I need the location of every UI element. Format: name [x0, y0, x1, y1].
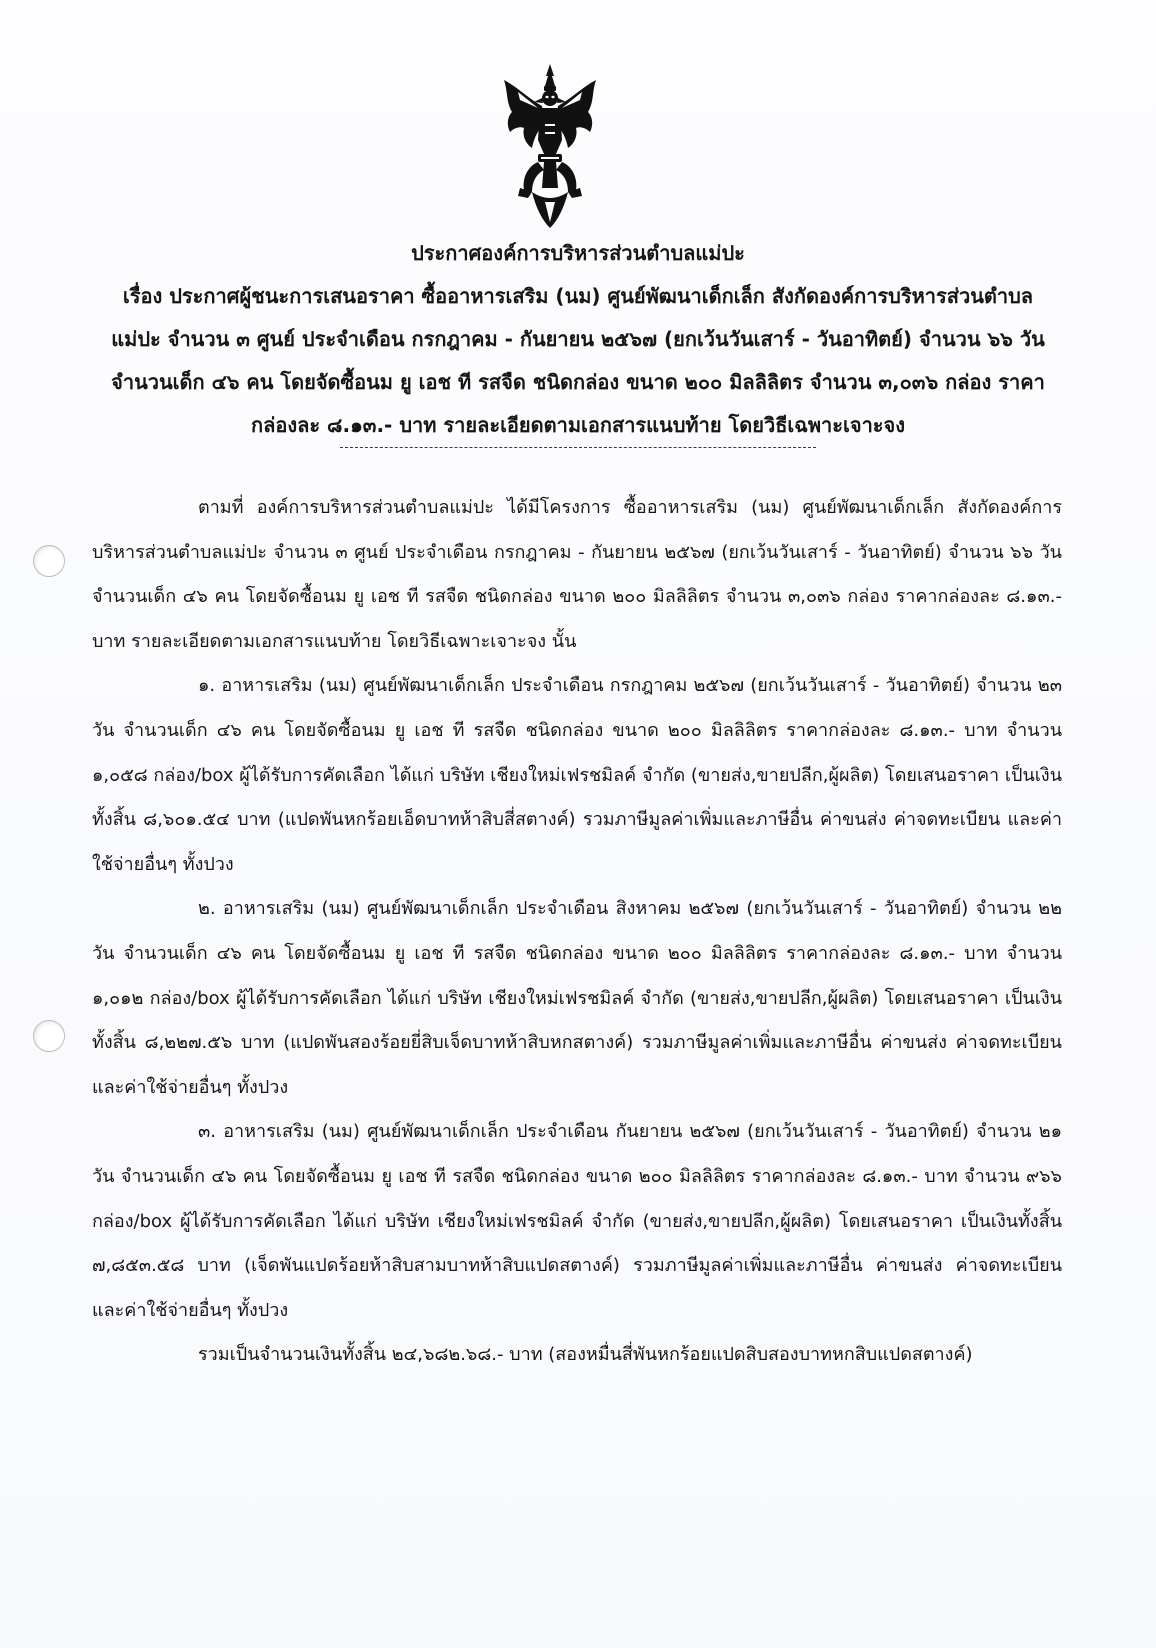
- announcement-title: ประกาศองค์การบริหารส่วนตำบลแม่ปะ: [411, 241, 745, 265]
- header-divider: [340, 447, 816, 448]
- announcement-body: [92, 486, 1062, 1378]
- item-paragraph: ๑. อาหารเสริม (นม) ศูนย์พัฒนาเด็กเล็ก ประจำเดือน กรกฎาคม ๒๕๖๗ (ยกเว้นวันเสาร์ - วันอาทิตย์) จำนวน ๒๓ วัน จำนวนเด็ก ๔๖ คน โดยจัดซื้อนม ยู เอช ที รสจืด ชนิดกล่อง ขนาด ๒๐๐ มิลลิลิตร ราคากล่องละ ๘.๑๓.- บาท จำนวน ๑,๐๕๘ กล่อง/box ผู้ได้รับการคัดเลือก ได้แก่ บริษัท เชียงใหม่เฟรชมิลค์ จำกัด (ขายส่ง,ขายปลีก,ผู้ผลิต) โดยเสนอราคา เป็นเงินทั้งสิ้น ๘,๖๐๑.๕๔ บาท (แปดพันหกร้อยเอ็ดบาทห้าสิบสี่สตางค์) รวมภาษีมูลค่าเพิ่มและภาษีอื่น ค่าขนส่ง ค่าจดทะเบียน และค่าใช้จ่ายอื่นๆ ทั้งปวง: [92, 675, 1062, 875]
- intro-paragraph: ตามที่ องค์การบริหารส่วนตำบลแม่ปะ ได้มีโครงการ ซื้ออาหารเสริม (นม) ศูนย์พัฒนาเด็กเล็ก สังกัดองค์การบริหารส่วนตำบลแม่ปะ จำนวน ๓ ศูนย์ ประจำเดือน กรกฎาคม - กันยายน ๒๕๖๗ (ยกเว้นวันเสาร์ - วันอาทิตย์) จำนวน ๖๖ วัน จำนวนเด็ก ๔๖ คน โดยจัดซื้อนม ยู เอช ที รสจืด ชนิดกล่อง ขนาด ๒๐๐ มิลลิลิตร จำนวน ๓,๐๓๖ กล่อง ราคากล่องละ ๘.๑๓.- บาท รายละเอียดตามเอกสารแนบท้าย โดยวิธีเฉพาะเจาะจง นั้น: [92, 497, 1062, 652]
- item-paragraph: ๓. อาหารเสริม (นม) ศูนย์พัฒนาเด็กเล็ก ประจำเดือน กันยายน ๒๕๖๗ (ยกเว้นวันเสาร์ - วันอาทิตย์) จำนวน ๒๑ วัน จำนวนเด็ก ๔๖ คน โดยจัดซื้อนม ยู เอช ที รสจืด ชนิดกล่อง ขนาด ๒๐๐ มิลลิลิตร ราคากล่องละ ๘.๑๓.- บาท จำนวน ๙๖๖ กล่อง/box ผู้ได้รับการคัดเลือก ได้แก่ บริษัท เชียงใหม่เฟรชมิลค์ จำกัด (ขายส่ง,ขายปลีก,ผู้ผลิต) โดยเสนอราคา เป็นเงินทั้งสิ้น ๗,๘๕๓.๕๘ บาท (เจ็ดพันแปดร้อยห้าสิบสามบาทห้าสิบแปดสตางค์) รวมภาษีมูลค่าเพิ่มและภาษีอื่น ค่าขนส่ง ค่าจดทะเบียน และค่าใช้จ่ายอื่นๆ ทั้งปวง: [92, 1121, 1062, 1321]
- punch-hole: [33, 545, 65, 577]
- item-paragraph: ๒. อาหารเสริม (นม) ศูนย์พัฒนาเด็กเล็ก ประจำเดือน สิงหาคม ๒๕๖๗ (ยกเว้นวันเสาร์ - วันอาทิตย์) จำนวน ๒๒ วัน จำนวนเด็ก ๔๖ คน โดยจัดซื้อนม ยู เอช ที รสจืด ชนิดกล่อง ขนาด ๒๐๐ มิลลิลิตร ราคากล่องละ ๘.๑๓.- บาท จำนวน ๑,๐๑๒ กล่อง/box ผู้ได้รับการคัดเลือก ได้แก่ บริษัท เชียงใหม่เฟรชมิลค์ จำกัด (ขายส่ง,ขายปลีก,ผู้ผลิต) โดยเสนอราคา เป็นเงินทั้งสิ้น ๘,๒๒๗.๕๖ บาท (แปดพันสองร้อยยี่สิบเจ็ดบาทห้าสิบหกสตางค์) รวมภาษีมูลค่าเพิ่มและภาษีอื่น ค่าขนส่ง ค่าจดทะเบียน และค่าใช้จ่ายอื่นๆ ทั้งปวง: [92, 898, 1062, 1098]
- subject-line: จำนวนเด็ก ๔๖ คน โดยจัดซื้อนม ยู เอช ที รสจืด ชนิดกล่อง ขนาด ๒๐๐ มิลลิลิตร จำนวน ๓,๐๓๖ กล่อง ราคา: [111, 370, 1045, 394]
- total-paragraph: รวมเป็นจำนวนเงินทั้งสิ้น ๒๔,๖๘๒.๖๘.- บาท (สองหมื่นสี่พันหกร้อยแปดสิบสองบาทหกสิบแปดสตางค์): [198, 1344, 973, 1366]
- subject-line: แม่ปะ จำนวน ๓ ศูนย์ ประจำเดือน กรกฎาคม - กันยายน ๒๕๖๗ (ยกเว้นวันเสาร์ - วันอาทิตย์) จำนวน ๖๖ วัน: [111, 327, 1045, 351]
- garuda-emblem-icon: [498, 62, 602, 232]
- punch-hole: [33, 1020, 65, 1052]
- subject-line: กล่องละ ๘.๑๓.- บาท รายละเอียดตามเอกสารแนบท้าย โดยวิธีเฉพาะเจาะจง: [250, 413, 906, 437]
- announcement-header: [90, 232, 1066, 447]
- subject-line: เรื่อง ประกาศผู้ชนะการเสนอราคา ซื้ออาหารเสริม (นม) ศูนย์พัฒนาเด็กเล็ก สังกัดองค์การบริหารส่วนตำบล: [122, 284, 1034, 308]
